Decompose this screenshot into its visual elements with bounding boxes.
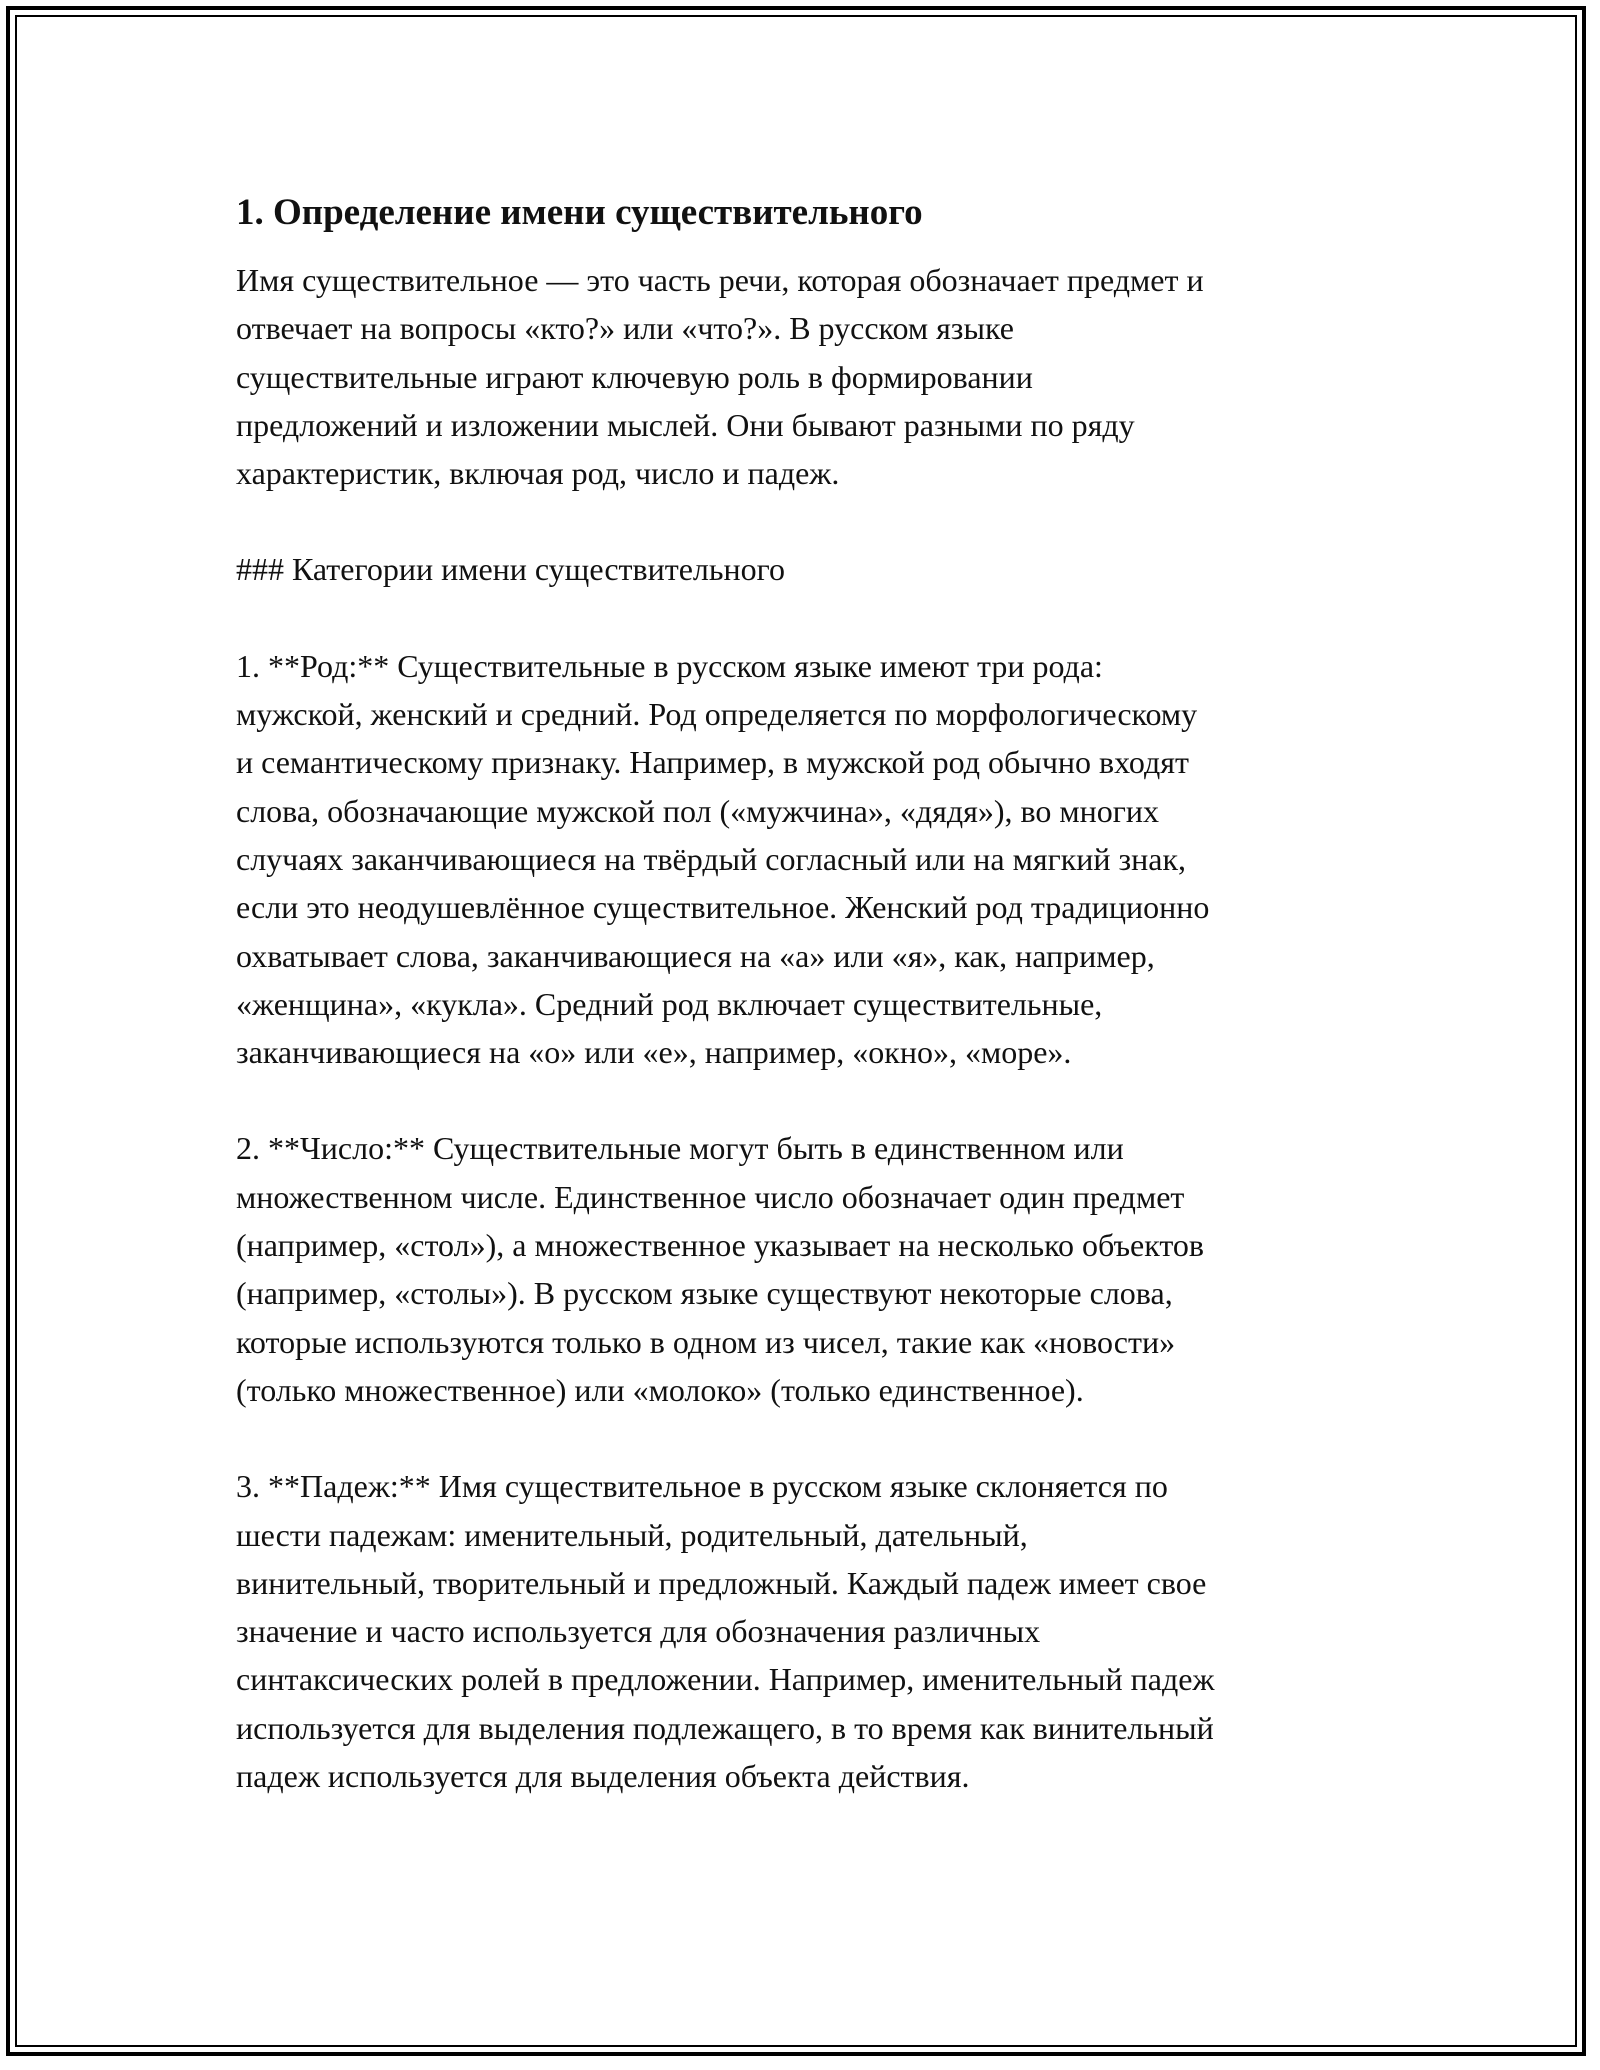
categories-heading: ### Категории имени существительного bbox=[236, 551, 785, 588]
document-title: 1. Определение имени существительного bbox=[236, 192, 923, 233]
case-paragraph: 3. **Падеж:** Имя существительное в русском языке склоняется по шести падежам: именительный, родительный, дательный, винительный, творительный и предложный. Каждый падеж имеет свое значение и часто используется для обозначения различных синтаксических ролей в предложении. Например, именительный падеж используется для выделения подлежащего, в то время как винительный падеж используется для выделения объекта действия. bbox=[236, 1468, 1215, 1795]
gender-paragraph: 1. **Род:** Существительные в русском языке имеют три рода: мужской, женский и средний. Род определяется по морфологическому и семантическому признаку. Например, в мужской род обычно входят слова, обозначающие мужской пол («мужчина», «дядя»), во многих случаях заканчивающиеся на твёрдый согласный или на мягкий знак, если это неодушевлённое существительное. Женский род традиционно охватывает слова, заканчивающиеся на «а» или «я», как, например, «женщина», «кукла». Средний род включает существительные, заканчивающиеся на «о» или «е», например, «окно», «море». bbox=[236, 647, 1210, 1071]
document-body bbox=[236, 184, 1376, 1848]
intro-paragraph: Имя существительное — это часть речи, которая обозначает предмет и отвечает на вопросы «кто?» или «что?». В русском языке существительные играют ключевую роль в формировании предложений и изложении мыслей. Они бывают разными по ряду характеристик, включая род, число и падеж. bbox=[236, 262, 1204, 492]
number-paragraph: 2. **Число:** Существительные могут быть в единственном или множественном числе. Единственное число обозначает один предмет (например, «стол»), а множественное указывает на несколько объектов (например, «столы»). В русском языке существуют некоторые слова, которые используются только в одном из чисел, такие как «новости» (только множественное) или «молоко» (только единственное). bbox=[236, 1130, 1205, 1408]
